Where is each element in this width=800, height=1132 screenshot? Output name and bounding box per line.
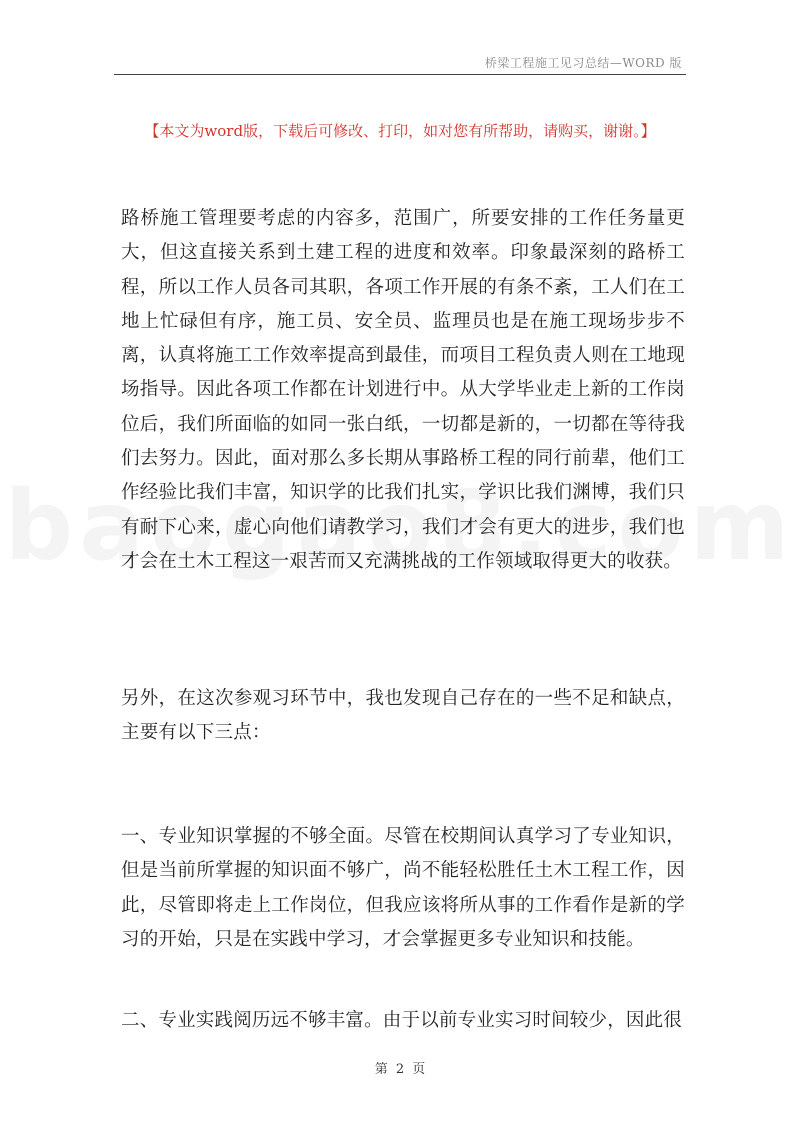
paragraph-text: 一、专业知识掌握的不够全面。尽管在校期间认真学习了专业知识，但是当前所掌握的知识面不够广，尚不能轻松胜任土木工程工作，因此，尽管即将走上工作岗位，但我应该将所从事的工作看作是新的学习的开始，只是在实践中学习，才会掌握更多专业知识和技能。 xyxy=(121,826,685,950)
document-header-title: 桥梁工程施工见习总结—WORD 版 xyxy=(484,56,682,70)
paragraph-text: 另外，在这次参观习环节中，我也发现自己存在的一些不足和缺点，主要有以下三点： xyxy=(121,688,685,744)
page-number: 第 2 页 xyxy=(374,1062,426,1077)
paragraph-text: 路桥施工管理要考虑的内容多，范围广，所要安排的工作任务量更大，但这直接关系到土建工程的进度和效率。印象最深刻的路桥工程，所以工作人员各司其职，各项工作开展的有条不紊，工人们在工地上忙碌但有序，施工员、安全员、监理员也是在施工现场步步不离，认真将施工工作效率提高到最佳，而项目工程负责人则在工地现场指导。因此各项工作都在计划进行中。从大学毕业走上新的工作岗位后，我们所面临的如同一张白纸，一切都是新的，一切都在等待我们去努力。因此，面对那么多长期从事路桥工程的同行前辈，他们工作经验比我们丰富，知识学的比我们扎实，学识比我们渊博，我们只有耐下心来，虚心向他们请教学习，我们才会有更大的进步，我们也才会在土木工程这一艰苦而又充满挑战的工作领域取得更大的收获。 xyxy=(121,208,685,572)
paragraph-1 xyxy=(121,202,685,579)
paragraph-3 xyxy=(121,820,685,957)
paragraph-4 xyxy=(121,1004,685,1038)
paragraph-text: 二、专业实践阅历远不够丰富。由于以前专业实习时间较少，因此很 xyxy=(121,1010,683,1031)
purchase-notice: 【本文为word版，下载后可修改、打印，如对您有所帮助，请购买，谢谢。】 xyxy=(144,122,656,140)
paragraph-2 xyxy=(121,682,685,751)
header-divider xyxy=(114,74,686,75)
